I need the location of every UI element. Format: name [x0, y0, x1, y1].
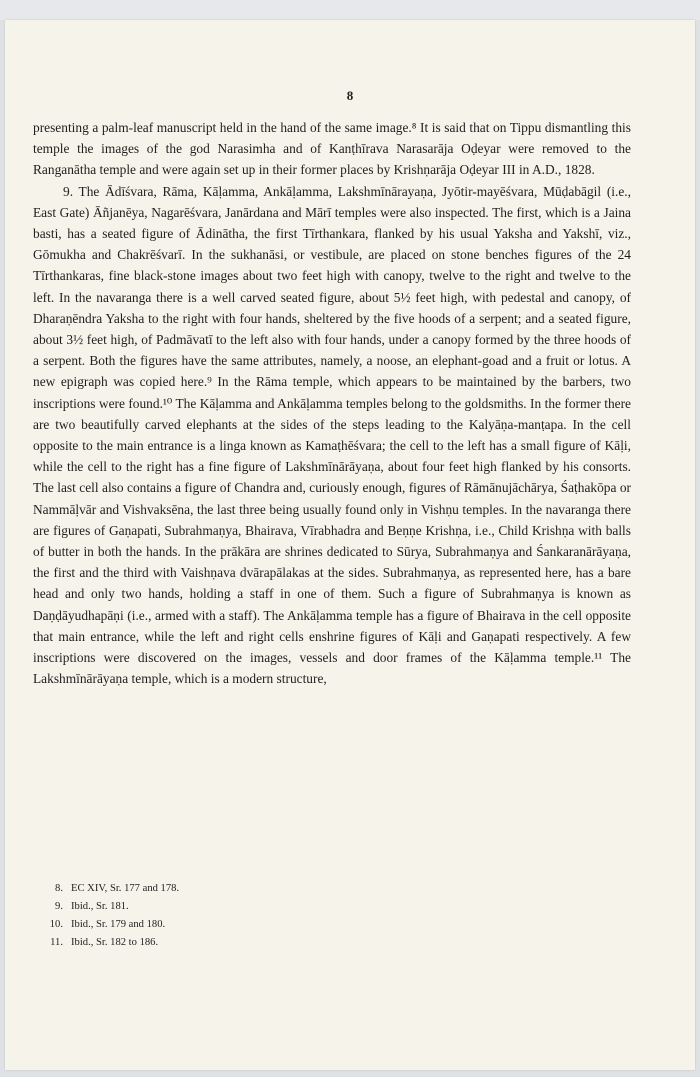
footnote-number: 10.: [49, 919, 63, 930]
footnote-number: 9.: [55, 901, 63, 912]
viewer-top-bar: [0, 0, 700, 20]
footnote-text: Ibid., Sr. 181.: [71, 901, 129, 912]
footnote-text: Ibid., Sr. 179 and 180.: [71, 919, 166, 930]
footnote-number: 11.: [50, 937, 63, 948]
footnote-10: [33, 916, 631, 934]
document-page: [5, 20, 695, 1070]
footnotes: [33, 880, 631, 952]
footnote-8: [33, 880, 631, 898]
page-number: 8: [346, 88, 354, 103]
paragraph-continuation: presenting a palm-leaf manuscript held in the hand of the same image.⁸ It is said that on Tippu dismantling this temple the images of the god Narasimha and of Kanṭhīrava Narasarāja Oḍeyar were removed to the Ranganātha temple and were again set up in their former places by Krishṇarāja Oḍeyar III in A.D., 1828.: [33, 120, 631, 178]
paragraph-9: 9. The Ādīśvara, Rāma, Kāḷamma, Ankāḷamma, Lakshmīnārayaṇa, Jyōtir-mayēśvara, Mūḍabāgil (i.e., East Gate) Āñjanēya, Nagarēśvara, Janārdana and Mārī temples were also inspected. The first, which is a Jaina basti, has a seated figure of Ādinātha, the first Tīrthankara, flanked by his usual Yaksha and Yakshī, viz., Gōmukha and Chakrēśvarī. In the sukhanāsi, or vestibule, are placed on stone benches figures of the 24 Tīrthankaras, fine black-stone images about two feet high with canopy, twelve to the right and twelve to the left. In the navaranga there is a well carved seated figure, about 5½ feet high, with pedestal and canopy, of Dharaṇēndra Yaksha to the right with four hands, sheltered by the five hoods of a serpent; and a seated figure, about 3½ feet high, of Padmāvatī to the left also with four hands, under a canopy formed by the three hoods of a serpent. Both the figures have the same attributes, namely, a noose, an elephant-goad and a fruit or lotus. A new epigraph was copied here.⁹ In the Rāma temple, which appears to be maintained by the barbers, two inscriptions were found.¹⁰ The Kāḷamma and Ankāḷamma temples belong to the goldsmiths. In the former there are two beautifully carved elephants at the sides of the steps leading to the Kalyāṇa-manṭapa. In the cell opposite to the main entrance is a linga known as Kamaṭhēśvara; the cell to the left has a small figure of Kāḷi, while the cell to the right has a fine figure of Lakshmīnārāyaṇa, about four feet high flanked by his consorts. The last cell also contains a figure of Chandra and, curiously enough, figures of Rāmānujāchārya, Śaṭhakōpa or Nammāḷvār and Vishvaksēna, the last three being usually found only in Vishṇu temples. In the navaranga there are figures of Gaṇapati, Subrahmaṇya, Bhairava, Vīrabhadra and Beṇṇe Krishṇa, i.e., Child Krishṇa with balls of butter in both the hands. In the prākāra are shrines dedicated to Sūrya, Subrahmaṇya and Śankaranārāyaṇa, the first and the third with Vaishṇava dvārapālakas at the sides. Subrahmaṇya, as represented here, has a bare head and only two hands, holding a staff in one of them. Such a figure of Subrahmaṇya is known as Daṇḍāyudhapāṇi (i.e., armed with a staff). The Ankāḷamma temple has a figure of Bhairava in the cell opposite that main entrance, while the left and right cells enshrine figures of Kāḷi and Gaṇapati respectively. A few inscriptions were discovered on the images, vessels and door frames of the Kāḷamma temple.¹¹ The Lakshmīnārāyaṇa temple, which is a modern structure,: [33, 183, 631, 687]
body-text: [33, 117, 631, 689]
footnote-text: Ibid., Sr. 182 to 186.: [71, 937, 159, 948]
footnote-number: 8.: [55, 883, 63, 894]
footnote-9: [33, 898, 631, 916]
footnote-11: [33, 934, 631, 952]
footnote-text: EC XIV, Sr. 177 and 178.: [71, 883, 180, 894]
